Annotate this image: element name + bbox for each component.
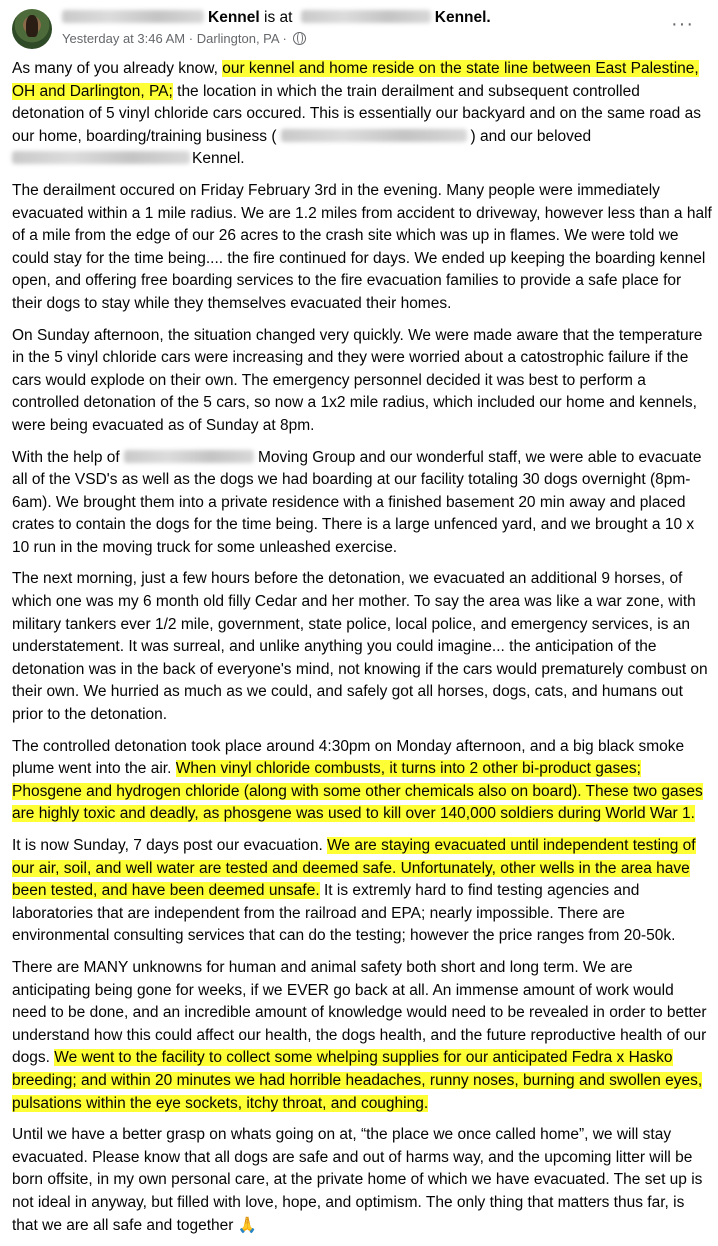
author-name-suffix[interactable]: Kennel <box>208 9 260 26</box>
p6-highlight: When vinyl chloride combusts, it turns into 2 other bi-product gases; Phosgene and hydrogen chloride (along with some other chemicals also on board). These two gases are highly toxic and deadly, as phosgene was used to kill over 140,000 soldiers during World War 1. <box>12 760 703 823</box>
p7-text-c: It is extremly hard to find testing agencies and laboratories that are independent from the railroad and EPA; nearly impossible. There are environmental consulting services that can do the testing; however the price ranges from 20-50k. <box>12 882 676 945</box>
p7-text-a: It is now Sunday, 7 days post our evacuation. <box>12 837 328 854</box>
post-timestamp[interactable]: Yesterday at 3:46 AM <box>62 31 186 46</box>
redacted-kennel-name <box>12 151 190 164</box>
post-body <box>12 58 712 1246</box>
p4-text-b: Moving Group and our wonderful staff, we were able to evacuate all of the VSD's as well as the dogs we had boarding at our facility totaling 30 dogs overnight (8pm-6am). We brought them into a private residence with a finished basement 20 min away and placed crates to contain the dogs for the time being. There is a large unfenced yard, and we brought a 10 x 10 run in the moving truck for some unleashed exercise. <box>12 448 702 556</box>
paragraph-6 <box>12 736 712 826</box>
paragraph-5: The next morning, just a few hours before the detonation, we evacuated an additional 9 horses, of which one was my 6 month old filly Cedar and her mother. To say the area was like a war zone, with military tankers ever 1/2 mile, government, state police, local police, and emergency services, is an understatement. It was surreal, and unlike anything you could imagine... the anticipation of the detonation was in the back of everyone's mind, not knowing if the cars would prematurely combust on their own. We hurried as much as we could, and safely got all horses, dogs, cats, and humans out prior to the detonation. <box>12 570 708 724</box>
paragraph-4 <box>12 447 712 560</box>
p6-text-a: The controlled detonation took place around 4:30pm on Monday afternoon, and a big black smoke plume went into the air. <box>12 737 685 778</box>
paragraph-9: Until we have a better grasp on whats going on at, “the place we once called home”, we will stay evacuated. Please know that all dogs are safe and out of harms way, and the upcoming litter will be born offsite, in my own personal care, at the private home of which we have evacuated. The set up is not ideal in anyway, but filled with love, hope, and optimism. The only thing that matters thus far, is that we are all safe and together 🙏 <box>12 1126 703 1234</box>
meta-separator-2: · <box>282 31 287 46</box>
more-options-icon[interactable]: ··· <box>671 13 694 35</box>
p7-highlight: We are staying evacuated until independent testing of our air, soil, and well water are tested and deemed safe. Unfortunately, other wells in the area have been tested, and have been deemed unsafe. <box>12 837 696 900</box>
post-meta <box>62 30 306 47</box>
p1-text-d: ) and our beloved <box>470 127 592 145</box>
post-place[interactable]: Darlington, PA <box>196 31 279 46</box>
p8-text-a: There are MANY unknowns for human and animal safety both short and long term. We are anticipating being gone for weeks, if we EVER go back at all. An immense amount of work would need to be done, and an incredible amount of knowledge would need to be revealed in order to better understand how this could affect our health, the dogs health, and the future reproductive health of our dogs. <box>12 958 707 1067</box>
p8-highlight: We went to the facility to collect some whelping supplies for our anticipated Fedra x Hasko breeding; and within 20 minutes we had horrible headaches, runny noses, burning and swollen eyes, pulsations within the eye sockets, itchy throat, and coughing. <box>12 1049 703 1112</box>
post-header <box>0 0 718 54</box>
author-line <box>62 8 491 28</box>
location-name-suffix[interactable]: Kennel. <box>434 9 491 26</box>
p1-text-e: Kennel. <box>192 150 245 168</box>
redacted-business-name <box>281 129 467 142</box>
avatar[interactable] <box>12 9 52 49</box>
connector-text: is at <box>264 9 293 26</box>
meta-separator: · <box>188 31 194 46</box>
p1-text-a: As many of you already know, <box>12 60 223 77</box>
paragraph-2: The derailment occured on Friday February 3rd in the evening. Many people were immediately evacuated within a 1 mile radius. We are 1.2 miles from accident to driveway, however less than a half of a mile from the edge of our 26 acres to the crash site which was up in flames. We were told we could stay for the time being.... the fire continued for days. We ended up keeping the boarding kennel open, and offering free boarding services to the fire evacuation families to provide a safe place for their dogs to stay while they themselves evacuated their homes. <box>12 181 712 312</box>
paragraph-3: On Sunday afternoon, the situation changed very quickly. We were made aware that the temperature in the 5 vinyl chloride cars were increasing and they were worried about a catostrophic failure if the cars would explode on their own. The emergency personnel decided it was best to perform a controlled detonation of the 5 cars, so now a 1x2 mile radius, which included our home and kennels, were being evacuated as of Sunday at 8pm. <box>12 326 703 434</box>
redacted-author-name <box>62 10 204 23</box>
p1-text-c: the location in which the train derailment and subsequent controlled detonation of 5 vinyl chloride cars occured. This is essentially our backyard and on the same road as our home, boarding/training business ( <box>12 82 701 145</box>
redacted-location-name <box>301 10 431 23</box>
p1-highlight: our kennel and home reside on the state line between East Palestine, OH and Darlington, PA; <box>12 60 699 100</box>
paragraph-8 <box>12 957 712 1115</box>
paragraph-1 <box>12 58 712 171</box>
paragraph-7 <box>12 835 712 948</box>
globe-icon[interactable] <box>293 32 306 45</box>
redacted-moving-company <box>124 450 254 463</box>
p4-text-a: With the help of <box>12 448 125 466</box>
